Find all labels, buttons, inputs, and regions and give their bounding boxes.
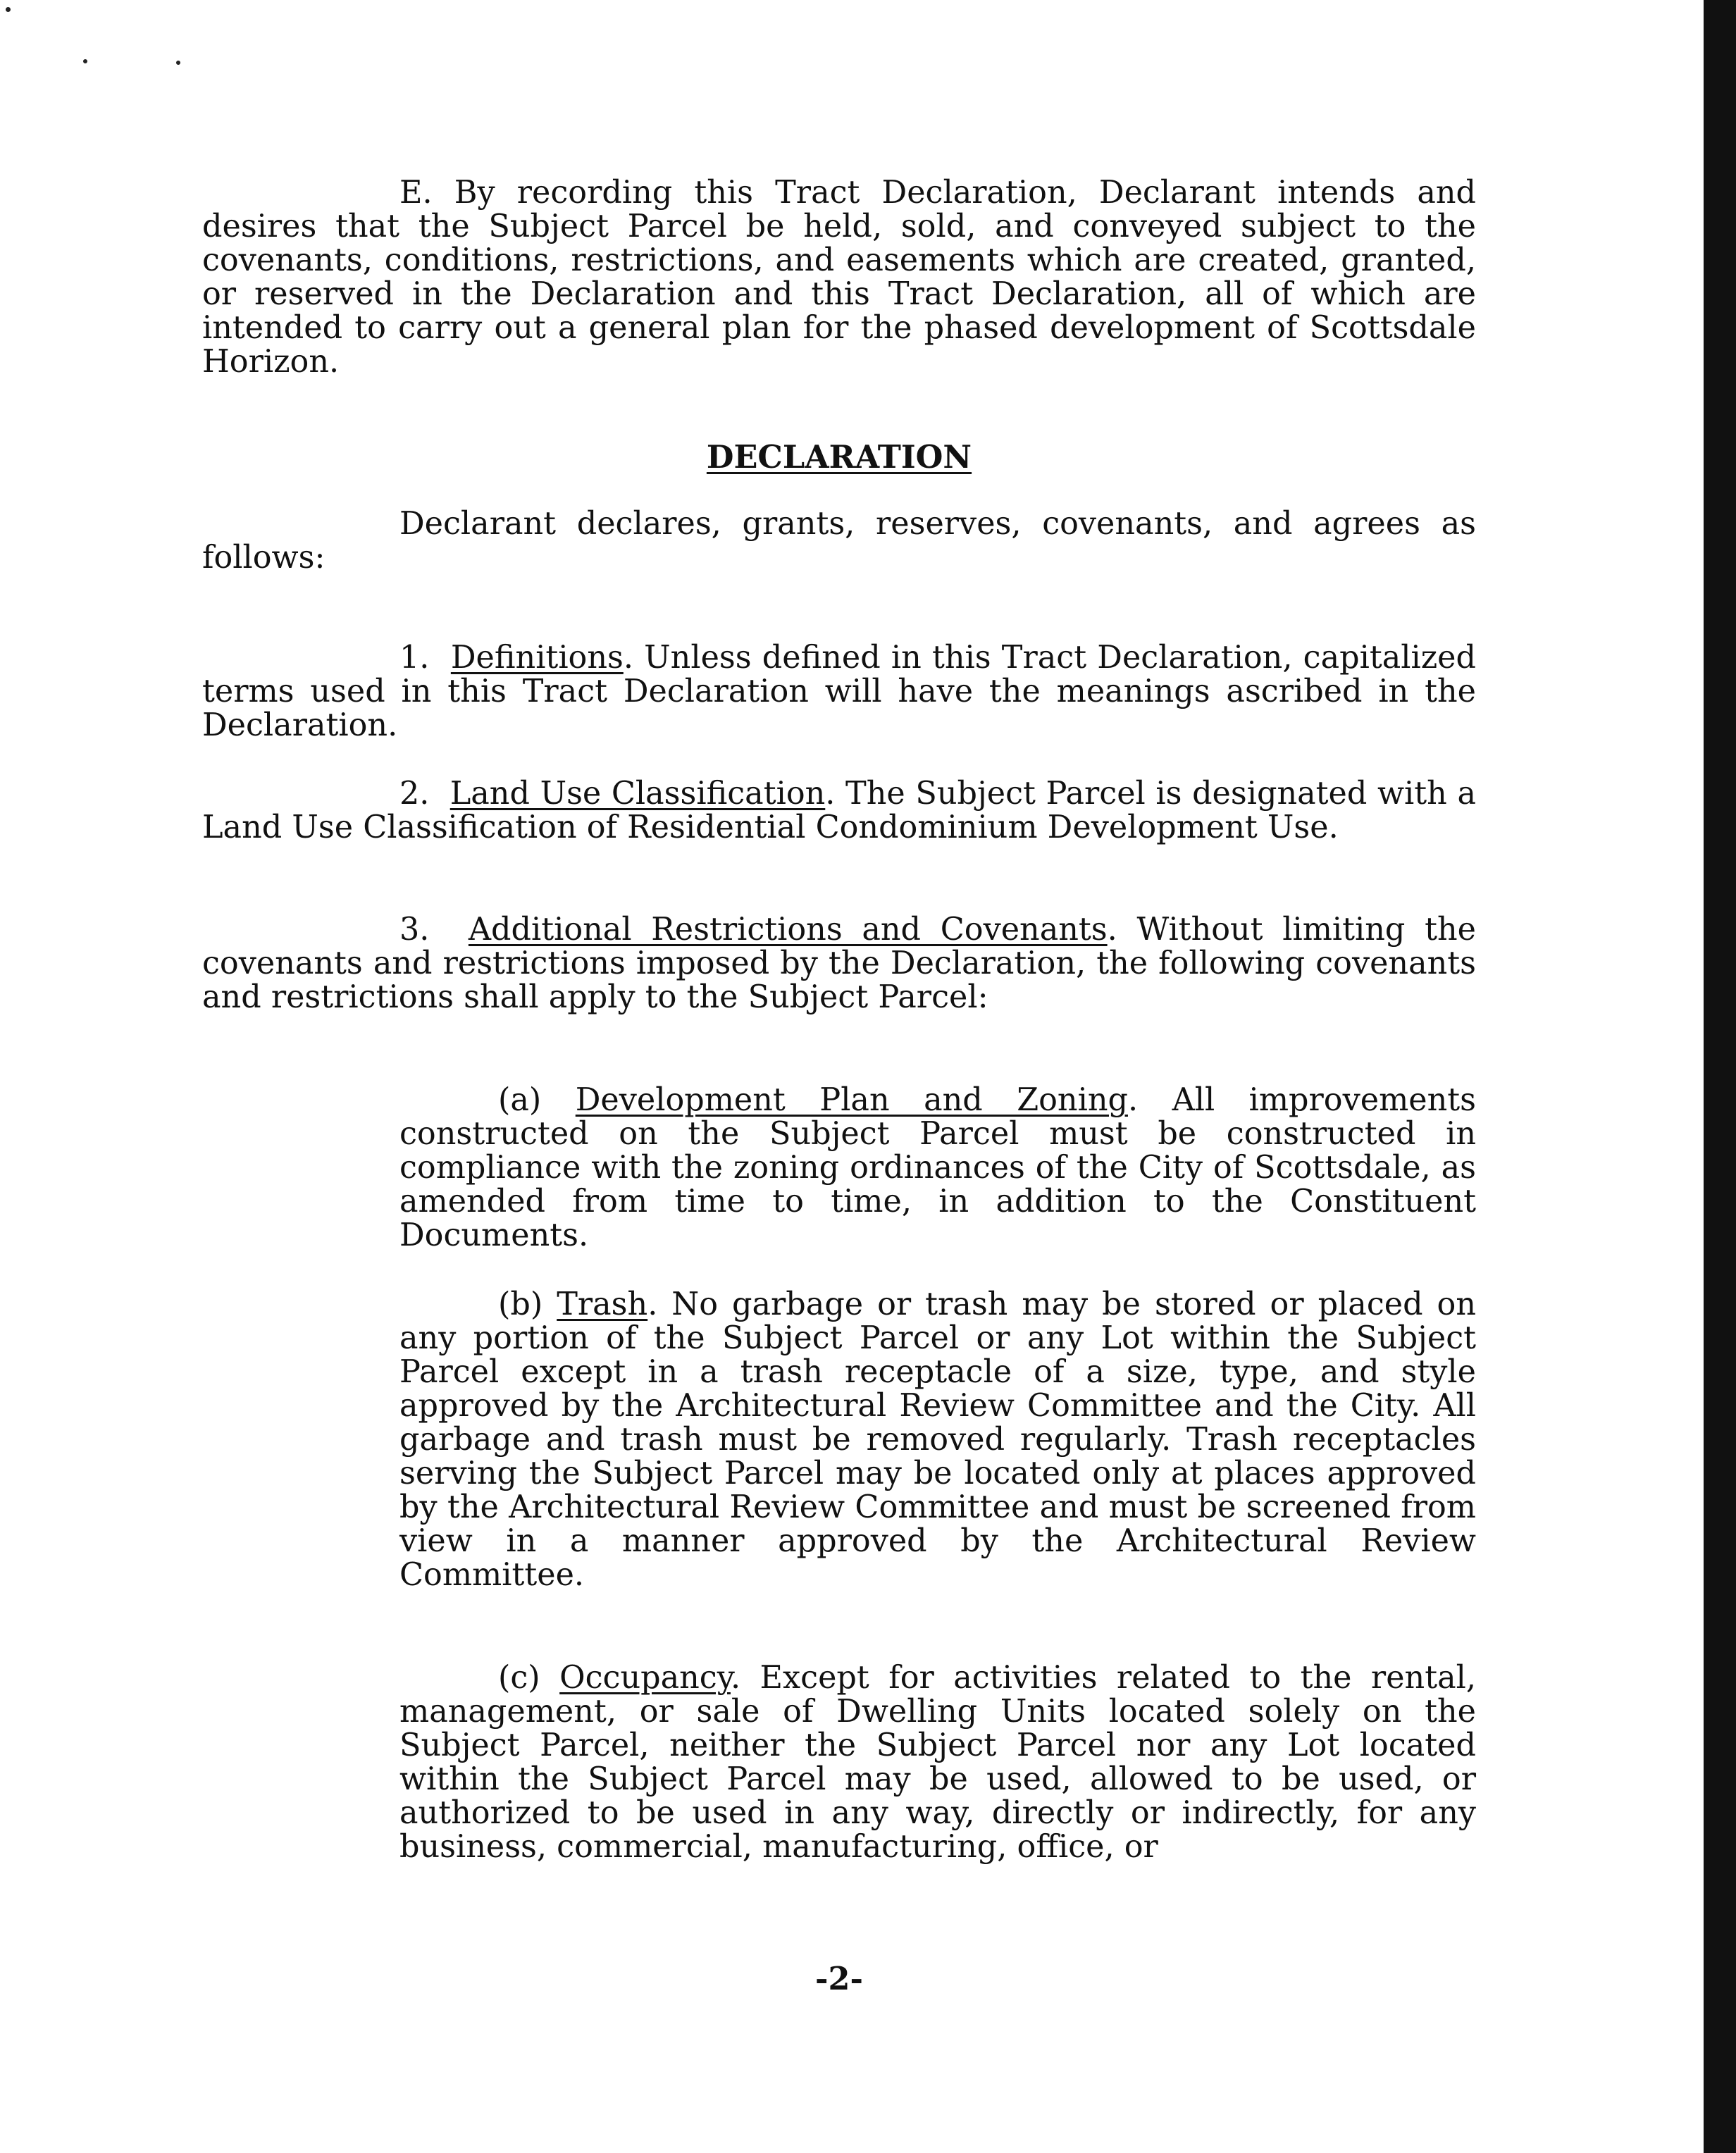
section-3-title: Additional Restrictions and Covenants <box>468 912 1108 948</box>
subsection-c-occupancy <box>399 1661 1476 1864</box>
section-2-land-use <box>202 777 1476 845</box>
section-1-text: . Unless defined in this Tract Declaration, capitalized terms used in this Tract Declaration will have the meanings ascribed in the Declaration. <box>202 640 1476 743</box>
subsection-b-number: (b) <box>498 1286 543 1322</box>
subsection-a-number: (a) <box>498 1082 542 1118</box>
section-1-title: Definitions <box>450 640 624 676</box>
paragraph-e <box>202 176 1476 379</box>
section-3-number: 3. <box>399 912 430 948</box>
scan-speck <box>6 7 11 12</box>
paragraph-declares-text: Declarant declares, grants, reserves, covenants, and agrees as follows: <box>202 506 1476 576</box>
heading-declaration: DECLARATION <box>706 439 972 476</box>
subsection-c-number: (c) <box>498 1660 540 1696</box>
section-2-title: Land Use Classification <box>450 776 826 812</box>
section-3-restrictions <box>202 913 1476 1015</box>
section-1-number: 1. <box>399 640 430 676</box>
subsection-a-title: Development Plan and Zoning <box>575 1082 1128 1118</box>
subsection-b-title: Trash <box>557 1286 648 1322</box>
subsection-a-text: . All improvements constructed on the Subject Parcel must be constructed in compliance with the zoning ordinances of the City of Scottsdale, as amended from time to time, in addition to the Constituent Documents. <box>399 1082 1476 1253</box>
subsection-b-trash <box>399 1288 1476 1592</box>
subsection-b-text: . No garbage or trash may be stored or placed on any portion of the Subject Parcel or any Lot within the Subject Parcel except in a trash receptacle of a size, type, and style approved by the Architectural Review Committee and the City. All garbage and trash must be removed regularly. Trash receptacles serving the Subject Parcel may be located only at places approved by the Architectural Review Committee and must be screened from view in a manner approved by the Architectural Review Committee. <box>399 1286 1476 1593</box>
page-number: -2- <box>815 1961 863 1997</box>
section-3-text: . Without limiting the covenants and restrictions imposed by the Declaration, the following covenants and restrictions shall apply to the Subject Parcel: <box>202 912 1476 1015</box>
subsection-a-zoning <box>399 1084 1476 1253</box>
paragraph-e-text: E. By recording this Tract Declaration, Declarant intends and desires that the Subject Parcel be held, sold, and conveyed subject to the covenants, conditions, restrictions, and easements which are created, granted, or reserved in the Declaration and this Tract Declaration, all of which are intended to carry out a general plan for the phased development of Scottsdale Horizon. <box>202 175 1476 380</box>
subsection-c-title: Occupancy <box>559 1660 731 1696</box>
section-heading <box>202 440 1476 474</box>
section-1-definitions <box>202 641 1476 743</box>
subsection-c-text: . Except for activities related to the rental, management, or sale of Dwelling Units located solely on the Subject Parcel, neither the Subject Parcel nor any Lot located within the Subject Parcel may be used, allowed to be used, or authorized to be used in any way, directly or indirectly, for any business, commercial, manufacturing, office, or <box>399 1660 1476 1865</box>
scan-edge <box>1704 0 1736 2153</box>
section-2-number: 2. <box>399 776 430 812</box>
paragraph-declares <box>202 507 1476 575</box>
section-2-text: . The Subject Parcel is designated with a Land Use Classification of Residential Condominium Development Use. <box>202 776 1476 845</box>
scan-speck <box>83 59 87 63</box>
scan-speck <box>176 61 180 65</box>
